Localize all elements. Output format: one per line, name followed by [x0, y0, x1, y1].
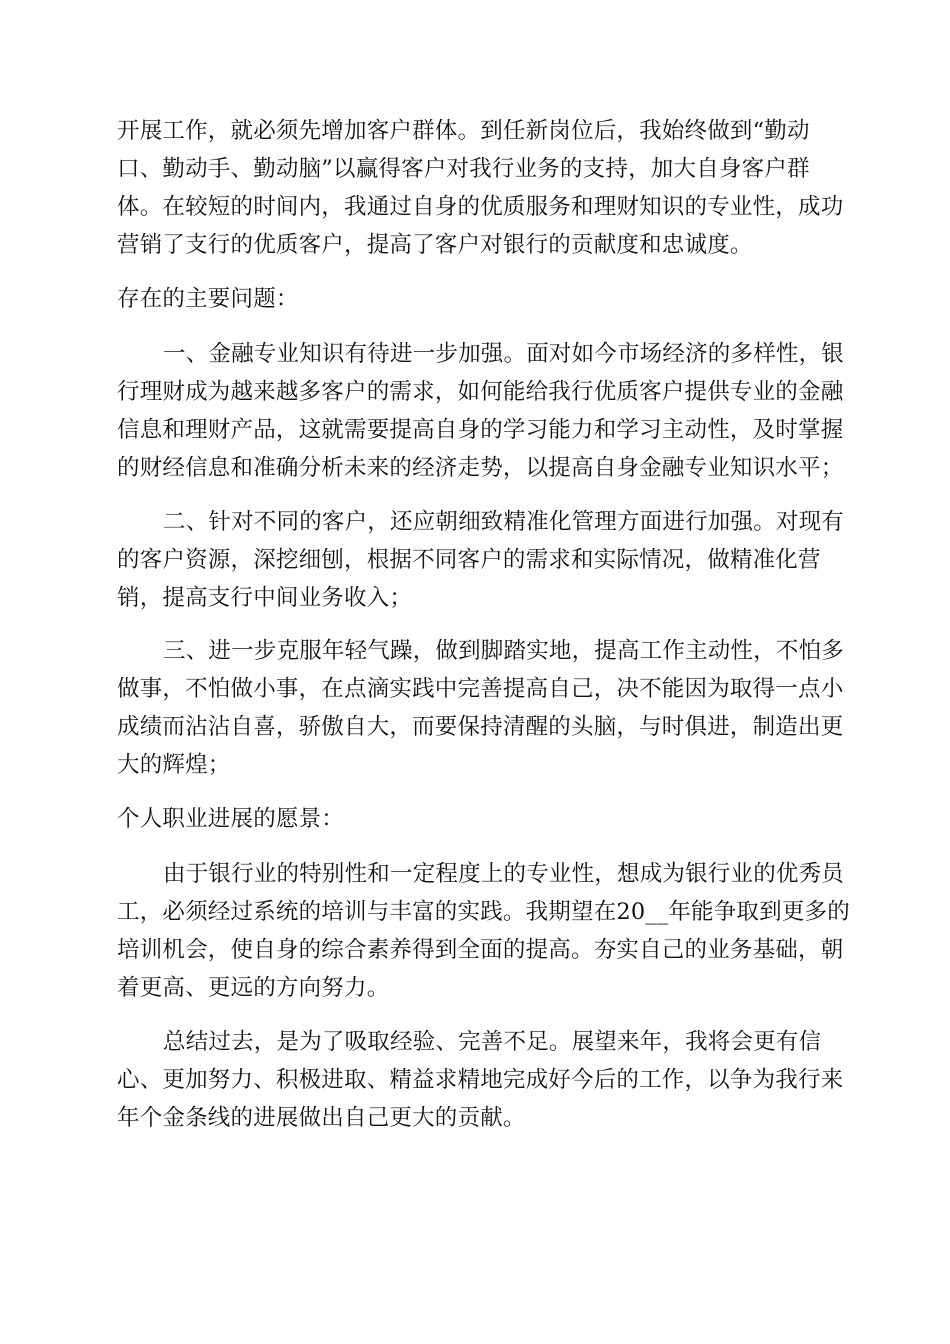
text-line: 做事，不怕做小事，在点滴实践中完善提高自己，决不能因为取得一点小 — [117, 676, 844, 702]
paragraph — [117, 855, 850, 1007]
text-line: 年个金条线的进展做出自己更大的贡献。 — [117, 1105, 526, 1131]
text-line: 口、勤动手、勤动脑”以赢得客户对我行业务的支持，加大自身客户群 — [117, 156, 810, 182]
text-line: 信息和理财产品，这就需要提高自身的学习能力和学习主动性，及时掌握 — [117, 417, 844, 443]
text-line: 大的辉煌； — [117, 752, 231, 778]
text-line: 存在的主要问题： — [117, 286, 299, 312]
text-line: 三、进一步克服年轻气躁，做到脚踏实地，提高工作主动性，不怕多 — [163, 638, 845, 664]
paragraph — [117, 632, 845, 784]
text-line: 个人职业进展的愿景： — [117, 806, 345, 832]
paragraph — [117, 503, 845, 617]
text-line: 开展工作，就必须先增加客户群体。到任新岗位后，我始终做到“勤动 — [117, 118, 810, 144]
text-line: 心、更加努力、积极进取、精益求精地完成好今后的工作，以争为我行来 — [117, 1067, 844, 1093]
paragraph — [117, 335, 845, 487]
text-line: 工，必须经过系统的培训与丰富的实践。我期望在20__年能争取到更多的 — [117, 899, 850, 925]
section-heading — [117, 280, 837, 318]
text-line: 营销了支行的优质客户，提高了客户对银行的贡献度和忠诚度。 — [117, 232, 753, 258]
text-line: 行理财成为越来越多客户的需求，如何能给我行优质客户提供专业的金融 — [117, 379, 844, 405]
text-line: 二、针对不同的客户，还应朝细致精准化管理方面进行加强。对现有 — [163, 509, 845, 535]
text-line: 销，提高支行中间业务收入； — [117, 585, 413, 611]
text-line: 体。在较短的时间内，我通过自身的优质服务和理财知识的专业性，成功 — [117, 194, 844, 220]
text-line: 由于银行业的特别性和一定程度上的专业性，想成为银行业的优秀员 — [163, 861, 845, 887]
text-line: 的客户资源，深挖细刨，根据不同客户的需求和实际情况，做精准化营 — [117, 547, 821, 573]
text-line: 总结过去，是为了吸取经验、完善不足。展望来年，我将会更有信 — [163, 1029, 822, 1055]
section-heading — [117, 800, 837, 838]
paragraph — [117, 1023, 844, 1137]
paragraph — [117, 112, 844, 264]
text-line: 培训机会，使自身的综合素养得到全面的提高。夯实自己的业务基础，朝 — [117, 937, 844, 963]
text-line: 着更高、更远的方向努力。 — [117, 975, 390, 1001]
text-line: 一、金融专业知识有待进一步加强。面对如今市场经济的多样性，银 — [163, 341, 845, 367]
text-line: 的财经信息和准确分析未来的经济走势，以提高自身金融专业知识水平； — [117, 455, 844, 481]
text-line: 成绩而沾沾自喜，骄傲自大，而要保持清醒的头脑，与时俱进，制造出更 — [117, 714, 844, 740]
